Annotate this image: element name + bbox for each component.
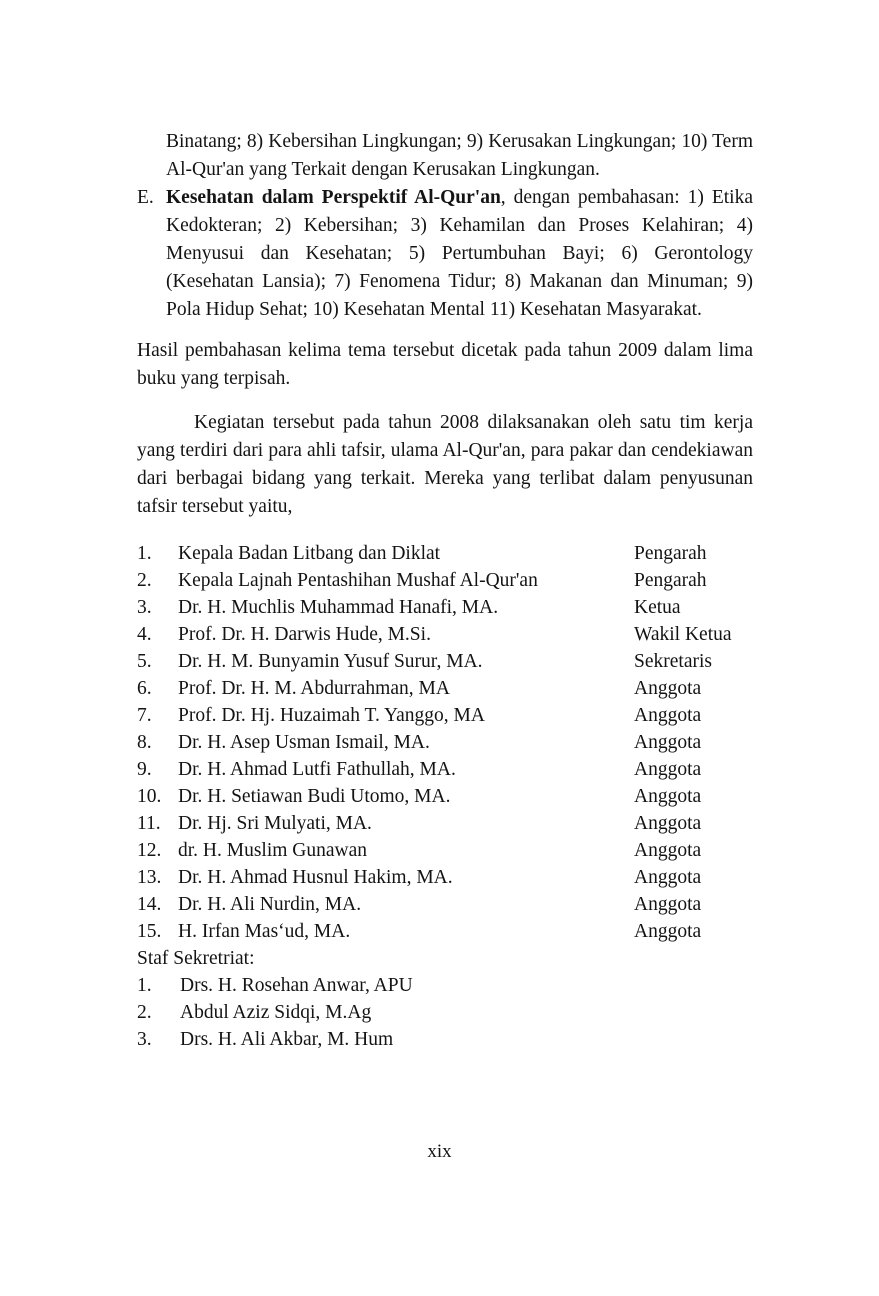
row-number: 2. bbox=[137, 570, 152, 591]
row-number: 8. bbox=[137, 732, 152, 753]
team-roster-row bbox=[137, 540, 753, 567]
row-role: Anggota bbox=[634, 921, 702, 942]
team-roster-row bbox=[137, 594, 753, 621]
team-roster-row bbox=[137, 729, 753, 756]
team-roster-row bbox=[137, 648, 753, 675]
row-name: Abdul Aziz Sidqi, M.Ag bbox=[180, 1002, 372, 1023]
team-roster-row bbox=[137, 864, 753, 891]
row-name: H. Irfan Masʻud, MA. bbox=[178, 921, 351, 942]
team-roster-row bbox=[137, 675, 753, 702]
row-number: 1. bbox=[137, 975, 152, 996]
row-number: 1. bbox=[137, 543, 152, 564]
row-role: Anggota bbox=[634, 786, 702, 807]
team-roster-row bbox=[137, 621, 753, 648]
paragraph-hasil: Hasil pembahasan kelima tema tersebut dicetak pada tahun 2009 dalam lima buku yang terpisah. bbox=[137, 340, 753, 389]
row-role: Anggota bbox=[634, 840, 702, 861]
team-roster-row bbox=[137, 783, 753, 810]
row-role: Anggota bbox=[634, 813, 702, 834]
continuation-text: Binatang; 8) Kebersihan Lingkungan; 9) Kerusakan Lingkungan; 10) Term Al-Qur'an yang Terkait dengan Kerusakan Lingkungan. bbox=[166, 131, 753, 180]
row-name: Dr. Hj. Sri Mulyati, MA. bbox=[178, 813, 372, 834]
list-item-e bbox=[137, 184, 753, 324]
row-name: Kepala Badan Litbang dan Diklat bbox=[178, 543, 441, 564]
list-item-e-body: , dengan pembahasan: 1) Etika Kedokteran; 2) Kebersihan; 3) Kehamilan dan Proses Kelahiran; 4) Menyusui dan Kesehatan; 5) Pertumbuhan Bayi; 6) Gerontology (Kesehatan Lansia); 7) Fenomena Tidur; 8) Makanan dan Minuman; 9) Pola Hidup Sehat; 10) Kesehatan Mental 11) Kesehatan Masyarakat. bbox=[166, 187, 754, 320]
row-role: Pengarah bbox=[634, 570, 707, 591]
row-name: Dr. H. Asep Usman Ismail, MA. bbox=[178, 732, 430, 753]
row-number: 4. bbox=[137, 624, 152, 645]
staff-list-row bbox=[137, 999, 753, 1026]
row-number: 10. bbox=[137, 786, 162, 807]
list-item-e-title: Kesehatan dalam Perspektif Al-Qur'an bbox=[166, 187, 501, 208]
row-role: Anggota bbox=[634, 759, 702, 780]
staff-list bbox=[137, 972, 753, 1053]
row-number: 6. bbox=[137, 678, 152, 699]
row-name: Drs. H. Rosehan Anwar, APU bbox=[180, 975, 413, 996]
row-role: Anggota bbox=[634, 705, 702, 726]
team-roster-row bbox=[137, 918, 753, 945]
row-name: Dr. H. Ahmad Husnul Hakim, MA. bbox=[178, 867, 453, 888]
page-number: xix bbox=[427, 1141, 452, 1162]
row-number: 3. bbox=[137, 1029, 152, 1050]
row-role: Sekretaris bbox=[634, 651, 712, 672]
row-role: Anggota bbox=[634, 732, 702, 753]
team-roster-row bbox=[137, 702, 753, 729]
row-number: 2. bbox=[137, 1002, 152, 1023]
staff-list-row bbox=[137, 972, 753, 999]
staff-secretariat-heading: Staf Sekretriat: bbox=[137, 948, 255, 969]
row-number: 14. bbox=[137, 894, 162, 915]
team-roster-row bbox=[137, 567, 753, 594]
row-number: 12. bbox=[137, 840, 162, 861]
row-role: Pengarah bbox=[634, 543, 707, 564]
row-name: Prof. Dr. Hj. Huzaimah T. Yanggo, MA bbox=[178, 705, 485, 726]
row-name: Dr. H. Ahmad Lutfi Fathullah, MA. bbox=[178, 759, 456, 780]
list-item-d-continuation bbox=[137, 128, 753, 184]
row-name: Prof. Dr. H. Darwis Hude, M.Si. bbox=[178, 624, 431, 645]
staff-list-row bbox=[137, 1026, 753, 1053]
team-roster bbox=[137, 540, 753, 945]
row-name: Dr. H. Muchlis Muhammad Hanafi, MA. bbox=[178, 597, 499, 618]
row-name: Drs. H. Ali Akbar, M. Hum bbox=[180, 1029, 394, 1050]
row-number: 9. bbox=[137, 759, 152, 780]
row-role: Anggota bbox=[634, 867, 702, 888]
paragraph-kegiatan: Kegiatan tersebut pada tahun 2008 dilaksanakan oleh satu tim kerja yang terdiri dari para ahli tafsir, ulama Al-Qur'an, para pakar dan cendekiawan dari berbagai bidang yang terkait. Mereka yang terlibat dalam penyusunan tafsir tersebut yaitu, bbox=[137, 412, 753, 517]
row-number: 11. bbox=[137, 813, 161, 834]
team-roster-row bbox=[137, 756, 753, 783]
row-role: Ketua bbox=[634, 597, 681, 618]
row-number: 7. bbox=[137, 705, 152, 726]
row-name: Dr. H. Setiawan Budi Utomo, MA. bbox=[178, 786, 451, 807]
row-number: 13. bbox=[137, 867, 162, 888]
row-name: Dr. H. M. Bunyamin Yusuf Surur, MA. bbox=[178, 651, 483, 672]
row-name: Dr. H. Ali Nurdin, MA. bbox=[178, 894, 362, 915]
team-roster-row bbox=[137, 837, 753, 864]
row-name: Kepala Lajnah Pentashihan Mushaf Al-Qur'an bbox=[178, 570, 538, 591]
row-number: 3. bbox=[137, 597, 152, 618]
row-number: 5. bbox=[137, 651, 152, 672]
row-role: Anggota bbox=[634, 894, 702, 915]
row-name: Prof. Dr. H. M. Abdurrahman, MA bbox=[178, 678, 450, 699]
row-role: Anggota bbox=[634, 678, 702, 699]
document-page bbox=[137, 128, 753, 1053]
list-item-e-label: E. bbox=[137, 187, 154, 208]
team-roster-row bbox=[137, 891, 753, 918]
row-name: dr. H. Muslim Gunawan bbox=[178, 840, 368, 861]
row-role: Wakil Ketua bbox=[634, 624, 732, 645]
team-roster-row bbox=[137, 810, 753, 837]
row-number: 15. bbox=[137, 921, 162, 942]
